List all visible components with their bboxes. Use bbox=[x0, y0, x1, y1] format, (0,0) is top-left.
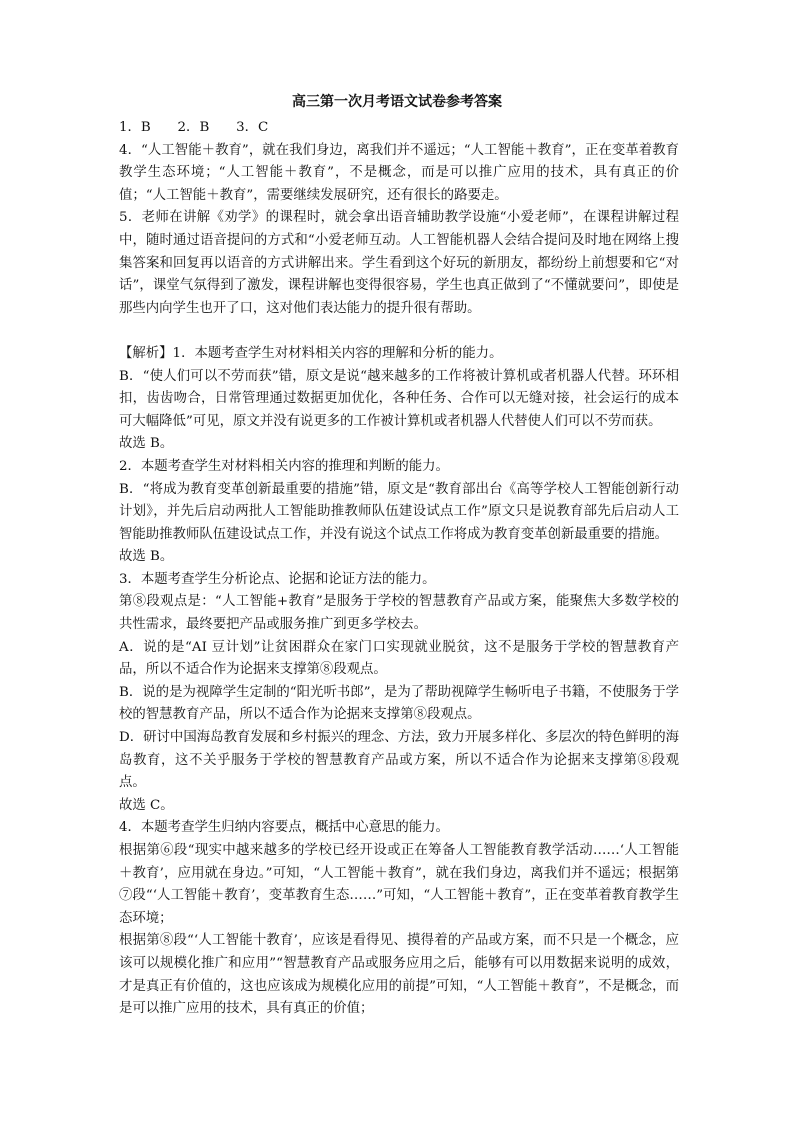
analysis-q4-point-1-2: 根据第⑥段“现实中越来越多的学校已经开设或正在筹备人工智能教育教学活动……‘人工智能＋教育’，应用就在身边。”可知，“人工智能＋教育”，就在我们身边，离我们并不遥远；根据第⑦段“‘人工智能＋教育’，变革教育生态……”可知，“人工智能＋教育”，正在变革着教育教学生态环境； bbox=[119, 843, 679, 926]
analysis-q1-intro: 【解析】1．本题考查学生对材料相关内容的理解和分析的能力。 bbox=[119, 345, 503, 361]
answer-4: 4．“人工智能＋教育”，就在我们身边，离我们并不遥远；“人工智能＋教育”，正在变革着教育教学生态环境；“人工智能＋教育”，不是概念，而是可以推广应用的技术，具有真正的价值；“人工智能＋教育”，需要继续发展研究，还有很长的路要走。 bbox=[119, 142, 679, 203]
analysis-q1-option-b: B．“使人们可以不劳而获”错，原文是说“越来越多的工作将被计算机或者机器人代替。环环相扣，齿齿吻合，日常管理通过数据更加优化，各种任务、合作可以无缝对接，社会运行的成本可大幅降低”可见，原文并没有说更多的工作被计算机或者机器人代替使人们可以不劳而获。 bbox=[119, 368, 679, 429]
analysis-q3-option-d: D．研讨中国海岛教育发展和乡村振兴的理念、方法，致力开展多样化、多层次的特色鲜明的海岛教育，这不关乎服务于学校的智慧教育产品或方案，所以不适合作为论据来支撑第⑧段观点。 bbox=[119, 730, 679, 791]
analysis-q3-conclusion: 故选 C。 bbox=[119, 797, 174, 813]
analysis-q2-conclusion: 故选 B。 bbox=[119, 549, 174, 565]
analysis-q4-point-3: 根据第⑧段“‘人工智能十教育’，应该是看得见、摸得着的产品或方案，而不只是一个概念，应该可以规模化推广和应用”“智慧教育产品或服务应用之后，能够有可以用数据来说明的成效，才是真正有价值的，这也应该成为规模化应用的前提”可知，“人工智能＋教育”，不是概念，而是可以推广应用的技术，具有真正的价值； bbox=[119, 933, 679, 1017]
analysis-q3-viewpoint: 第⑧段观点是：“人工智能+教育”是服务于学校的智慧教育产品或方案，能聚焦大多数学校的共性需求，最终要把产品或服务推广到更多学校去。 bbox=[119, 594, 679, 633]
analysis-q4-intro: 4．本题考查学生归纳内容要点，概括中心意思的能力。 bbox=[119, 820, 449, 836]
analysis-q2-option-b: B．“将成为教育变革创新最重要的措施”错，原文是“教育部出台《高等学校人工智能创新行动计划》，并先后启动两批人工智能助推教师队伍建设试点工作”原文只是说教育部先后启动人工智能助推教师队伍建设试点工作，并没有说这个试点工作将成为教育变革创新最重要的措施。 bbox=[119, 481, 679, 542]
answer-5: 5．老师在讲解《劝学》的课程时，就会拿出语音辅助教学设施“小爱老师”，在课程讲解过程中，随时通过语音提问的方式和“小爱老师互动。人工智能机器人会结合提问及时地在网络上搜集答案和回复再以语音的方式讲解出来。学生看到这个好玩的新朋友，都纷纷上前想要和它“对话”，课堂气氛得到了激发，课程讲解也变得很容易，学生也真正做到了“不懂就要问”，即使是那些内向学生也开了口，这对他们表达能力的提升很有帮助。 bbox=[119, 210, 679, 316]
page-title: 高三第一次月考语文试卷参考答案 bbox=[292, 94, 502, 110]
answers-line-1-3: 1．B 2．B 3．C bbox=[119, 120, 269, 135]
analysis-q1-conclusion: 故选 B。 bbox=[119, 436, 174, 452]
analysis-q3-option-a: A．说的是“AI 豆计划”让贫困群众在家门口实现就业脱贫，这不是服务于学校的智慧教育产品，所以不适合作为论据来支撑第⑧段观点。 bbox=[119, 639, 679, 678]
document-body bbox=[119, 117, 679, 1021]
analysis-q3-intro: 3．本题考查学生分析论点、论据和论证方法的能力。 bbox=[119, 571, 436, 587]
analysis-q2-intro: 2．本题考查学生对材料相关内容的推理和判断的能力。 bbox=[119, 458, 449, 474]
analysis-q3-option-b: B．说的是为视障学生定制的“阳光听书郎”，是为了帮助视障学生畅听电子书籍，不使服务于学校的智慧教育产品，所以不适合作为论据来支撑第⑧段观点。 bbox=[119, 684, 679, 723]
paragraph-gap bbox=[119, 320, 679, 343]
